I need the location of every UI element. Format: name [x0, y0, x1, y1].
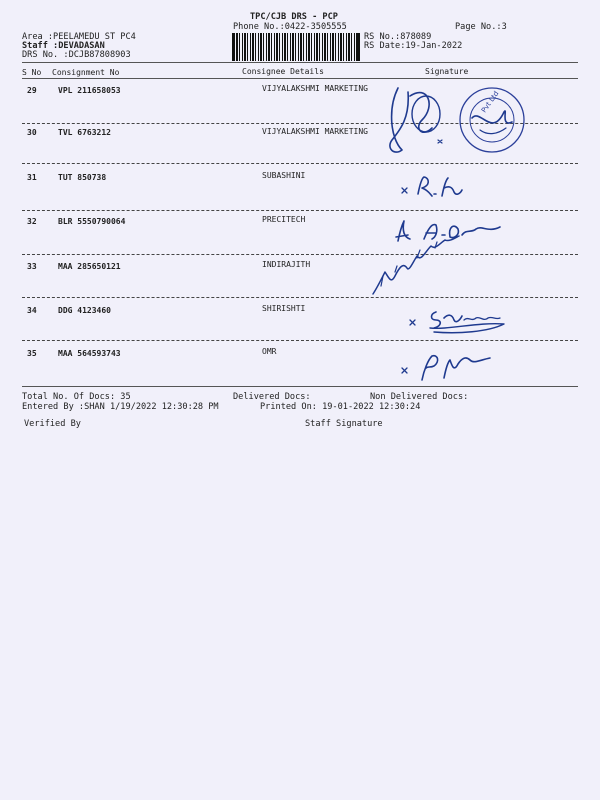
- printed-on: Printed On: 19-01-2022 12:30:24: [260, 402, 421, 412]
- report-title: TPC/CJB DRS - PCP: [250, 12, 338, 22]
- col-header-consignment: Consignment No: [52, 68, 120, 77]
- phone-number: Phone No.:0422-3505555: [233, 22, 347, 32]
- row-consignment: MAA 285650121: [58, 262, 121, 271]
- signature-indirajith: [365, 232, 465, 302]
- row-sno: 35: [27, 349, 37, 358]
- staff-label: Staff :DEVADASAN: [22, 41, 105, 51]
- signature-subashini: [400, 174, 480, 200]
- row-consignment: TUT 850738: [58, 173, 107, 182]
- row-sno: 34: [27, 306, 37, 315]
- footer-divider: [22, 386, 578, 387]
- row-divider: [22, 254, 578, 255]
- row-divider: [22, 340, 578, 341]
- non-delivered-docs: Non Delivered Docs:: [370, 392, 469, 402]
- row-consignment: DDG 4123460: [58, 306, 111, 315]
- row-consignee: PRECITECH: [262, 215, 306, 224]
- signature-omr: [400, 350, 500, 384]
- total-docs: Total No. Of Docs: 35: [22, 392, 131, 402]
- row-consignee: SHIRISHTI: [262, 304, 306, 313]
- col-header-consignee: Consignee Details: [242, 67, 324, 76]
- area-label: Area :PEELAMEDU ST PC4: [22, 32, 136, 42]
- entered-by: Entered By :SHAN 1/19/2022 12:30:28 PM: [22, 402, 219, 412]
- col-header-signature: Signature: [425, 67, 469, 76]
- row-consignee: OMR: [262, 347, 277, 356]
- row-divider: [22, 210, 578, 211]
- row-consignment: TVL 6763212: [58, 128, 111, 137]
- row-consignee: VIJYALAKSHMI MARKETING: [262, 127, 368, 136]
- page-number: Page No.:3: [455, 22, 507, 32]
- row-divider: [22, 297, 578, 298]
- row-sno: 33: [27, 262, 37, 271]
- signature-vijyalakshmi: [380, 78, 520, 163]
- staff-signature-label: Staff Signature: [305, 419, 383, 429]
- rs-date: RS Date:19-Jan-2022: [364, 41, 463, 51]
- barcode: [232, 33, 360, 61]
- row-divider: [22, 163, 578, 164]
- row-sno: 31: [27, 173, 37, 182]
- row-consignee: VIJYALAKSHMI MARKETING: [262, 84, 368, 93]
- row-sno: 32: [27, 217, 37, 226]
- row-consignee: SUBASHINI: [262, 171, 306, 180]
- company-stamp: Pvt Ltd: [479, 89, 501, 115]
- row-consignment: VPL 211658053: [58, 86, 121, 95]
- header-divider: [22, 62, 578, 63]
- delivered-docs: Delivered Docs:: [233, 392, 311, 402]
- row-consignee: INDIRAJITH: [262, 260, 311, 269]
- row-consignment: BLR 5550790064: [58, 217, 126, 226]
- col-header-sno: S No: [22, 68, 42, 77]
- row-consignment: MAA 564593743: [58, 349, 121, 358]
- drs-number: DRS No. :DCJB87808903: [22, 50, 131, 60]
- row-sno: 30: [27, 128, 37, 137]
- row-sno: 29: [27, 86, 37, 95]
- rs-number: RS No.:878089: [364, 32, 432, 42]
- signature-shirishti: [408, 308, 508, 336]
- verified-by-label: Verified By: [24, 419, 81, 429]
